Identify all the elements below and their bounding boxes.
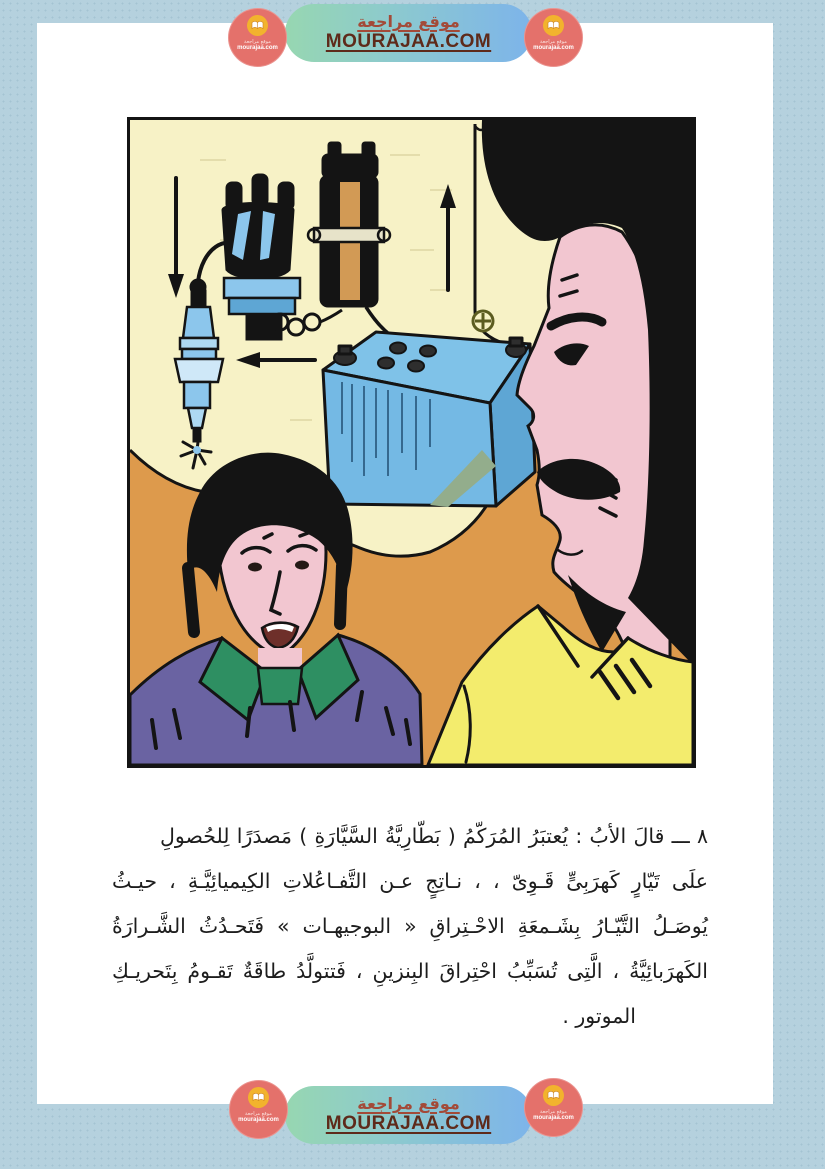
plus-terminal-icon xyxy=(473,311,493,331)
open-book-icon xyxy=(247,15,268,36)
caption-line: يُوصَـلُ التَّيّـارُ بِشَـمعَةِ الاحْـتِراقِ « البوجيهـات » فَتَحـدُثُ الشَّـرارَةُ xyxy=(112,914,708,938)
site-logo-badge xyxy=(228,8,287,67)
site-title-arabic[interactable]: موقع مراجعة xyxy=(357,1094,460,1114)
comic-illustration xyxy=(130,120,693,765)
site-title-english[interactable]: MOURAJAA.COM xyxy=(325,30,492,52)
badge-arabic-text: موقع مراجعة xyxy=(540,39,567,45)
caption-line: علَى تَيّارٍ كَهرَبِىٍّ قَـوِىّ ، ، نـاتِجٍ عـن التَّفـاعُلاتِ الكِيميائِيَّـةِ ، حيـثُ xyxy=(112,869,708,893)
site-title-arabic[interactable]: موقع مراجعة xyxy=(357,12,460,32)
badge-url-text: mourajaa.com xyxy=(533,45,574,51)
open-book-icon xyxy=(543,1085,564,1106)
caption-line: الكَهرَبائِيَّةُ ، الَّتِى تُسَبِّبُ احْتِراقَ البِنزينِ ، فَتتولَّدُ طاقَةٌ تَقـومُ بِتَحريـكِ xyxy=(112,959,708,983)
footer-brand-pill xyxy=(285,1086,532,1144)
header-brand-pill xyxy=(285,4,532,62)
open-book-icon xyxy=(248,1087,269,1108)
site-logo-badge xyxy=(229,1080,288,1139)
badge-url-text: mourajaa.com xyxy=(533,1115,574,1121)
open-book-icon xyxy=(543,15,564,36)
site-title-english[interactable]: MOURAJAA.COM xyxy=(325,1112,492,1134)
badge-url-text: mourajaa.com xyxy=(237,45,278,51)
badge-arabic-text: موقع مراجعة xyxy=(244,39,271,45)
caption-line: الموتور . xyxy=(562,1004,636,1028)
site-logo-badge xyxy=(524,8,583,67)
badge-arabic-text: موقع مراجعة xyxy=(540,1109,567,1115)
comic-panel xyxy=(127,117,696,768)
caption-paragraph xyxy=(112,814,708,1039)
badge-url-text: mourajaa.com xyxy=(238,1117,279,1123)
caption-line: ٨ ـــ قالَ الأبُ : يُعتبَرُ المُرَكّمُ ( بَطّارِيَّةُ السَّيَّارَةِ ) مَصدَرًا لِلحُصولِ xyxy=(160,824,708,848)
car-battery xyxy=(323,332,535,507)
badge-arabic-text: موقع مراجعة xyxy=(245,1111,272,1117)
site-logo-badge xyxy=(524,1078,583,1137)
